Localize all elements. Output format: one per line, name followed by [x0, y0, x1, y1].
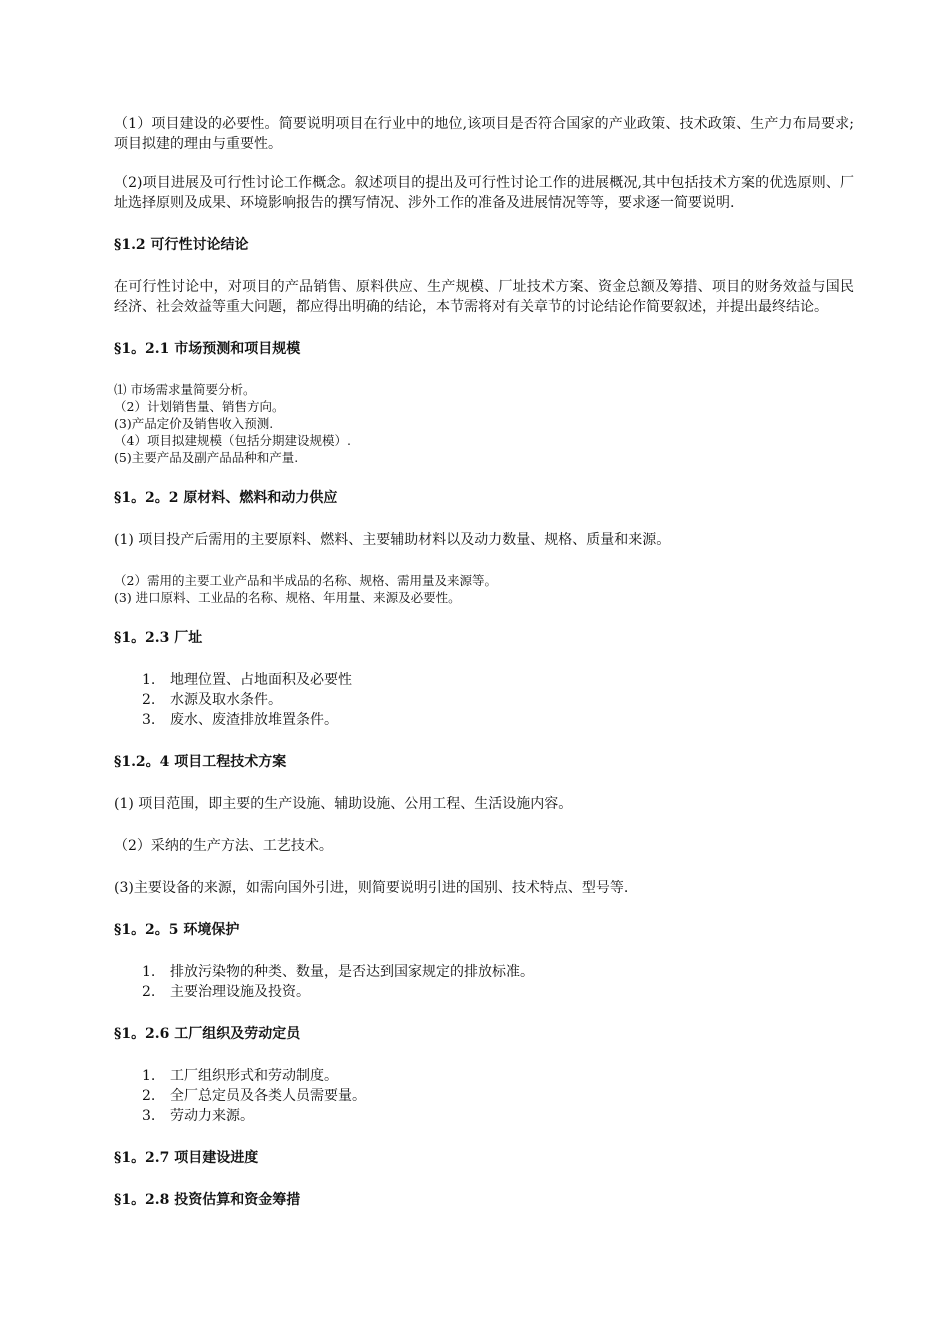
- section-heading-1-2-3: §1。2.3 厂址: [114, 630, 203, 646]
- section-heading-1-2-2: §1。2。2 原材料、燃料和动力供应: [114, 490, 338, 506]
- list-item: （2）计划销售量、销售方向。: [114, 399, 285, 414]
- list-item: (5)主要产品及副产品品种和产量.: [114, 450, 299, 465]
- list-item: 2. 全厂总定员及各类人员需要量。: [142, 1088, 366, 1104]
- list-item: （2）需用的主要工业产品和半成品的名称、规格、需用量及来源等。: [114, 573, 497, 588]
- list-item: 3. 废水、废渣排放堆置条件。: [142, 712, 338, 728]
- list-item: 3. 劳动力来源。: [142, 1108, 254, 1124]
- list-item: ⑴ 市场需求量简要分析。: [114, 382, 256, 397]
- list-item: (3)产品定价及销售收入预测.: [114, 416, 274, 431]
- list-item: 1. 地理位置、占地面积及必要性: [142, 672, 352, 688]
- intro-paragraph-2: （2)项目进展及可行性讨论工作概念。叙述项目的提出及可行性讨论工作的进展概况,其中包括技术方案的优选原则、厂址选择原则及成果、环境影响报告的撰写情况、涉外工作的准备及进展情况等等，要求逐一简要说明.: [114, 175, 854, 211]
- list-item: 1. 工厂组织形式和劳动制度。: [142, 1068, 338, 1084]
- section-1-2-6-list: [114, 1066, 854, 1126]
- section-heading-1-2: §1.2 可行性讨论结论: [114, 237, 249, 253]
- document-page: [114, 114, 854, 1210]
- section-heading-1-2-8: §1。2.8 投资估算和资金筹措: [114, 1192, 301, 1208]
- section-heading-1-2-6: §1。2.6 工厂组织及劳动定员: [114, 1026, 301, 1042]
- section-1-2-4-paragraph-2: （2）采纳的生产方法、工艺技术。: [114, 838, 333, 854]
- list-item: 2. 主要治理设施及投资。: [142, 984, 310, 1000]
- section-1-2-5-list: [114, 962, 854, 1002]
- section-heading-1-2-7: §1。2.7 项目建设进度: [114, 1150, 259, 1166]
- section-1-2-4-paragraph-1: (1) 项目范围，即主要的生产设施、辅助设施、公用工程、生活设施内容。: [114, 796, 573, 812]
- section-1-2-3-list: [114, 670, 854, 730]
- list-item: 2. 水源及取水条件。: [142, 692, 282, 708]
- list-item: 1. 排放污染物的种类、数量，是否达到国家规定的排放标准。: [142, 964, 534, 980]
- section-heading-1-2-5: §1。2。5 环境保护: [114, 922, 240, 938]
- list-item: (3) 进口原料、工业品的名称、规格、年用量、来源及必要性。: [114, 590, 461, 605]
- section-1-2-paragraph: 在可行性讨论中，对项目的产品销售、原料供应、生产规模、厂址技术方案、资金总额及筹措、项目的财务效益与国民经济、社会效益等重大问题，都应得出明确的结论，本节需将对有关章节的讨论结论作简要叙述，并提出最终结论。: [114, 279, 854, 315]
- section-1-2-2-list: [114, 572, 854, 606]
- list-item: （4）项目拟建规模（包括分期建设规模）.: [114, 433, 351, 448]
- section-1-2-4-paragraph-3: (3)主要设备的来源，如需向国外引进，则简要说明引进的国别、技术特点、型号等.: [114, 880, 629, 896]
- section-heading-1-2-1: §1。2.1 市场预测和项目规模: [114, 341, 301, 357]
- section-heading-1-2-4: §1.2。4 项目工程技术方案: [114, 754, 287, 770]
- intro-paragraph-1: （1）项目建设的必要性。简要说明项目在行业中的地位,该项目是否符合国家的产业政策、技术政策、生产力布局要求;项目拟建的理由与重要性。: [114, 116, 854, 152]
- section-1-2-1-list: [114, 381, 854, 466]
- section-1-2-2-paragraph: (1) 项目投产后需用的主要原料、燃料、主要辅助材料以及动力数量、规格、质量和来源。: [114, 532, 671, 548]
